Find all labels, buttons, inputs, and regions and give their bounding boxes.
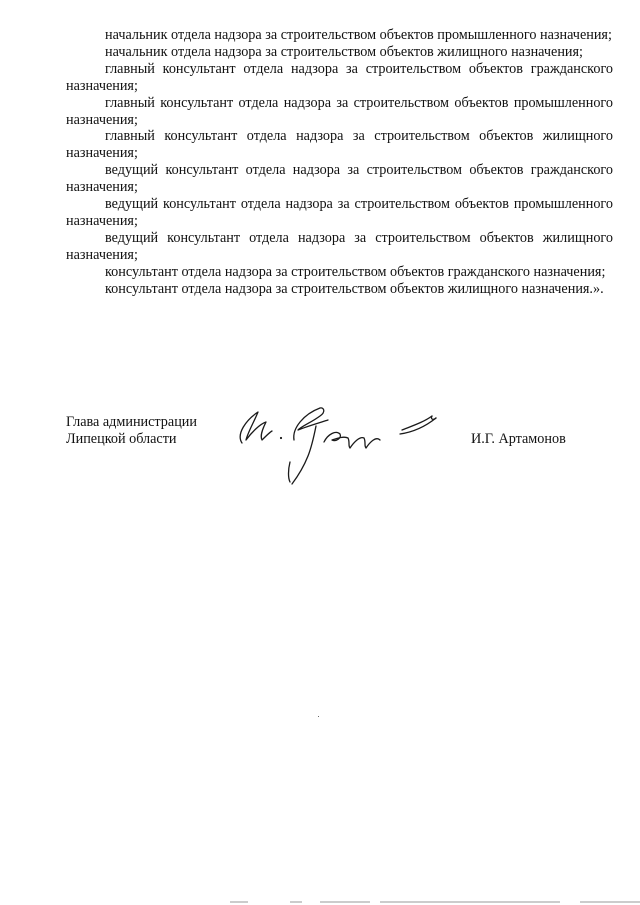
signatory-name: И.Г. Артамонов: [471, 431, 566, 447]
paragraph: консультант отдела надзора за строительством объектов жилищного назначения.».: [105, 280, 604, 297]
document-body: [66, 27, 613, 298]
signatory-title-line1: Глава администрации: [66, 414, 197, 430]
paragraph: начальник отдела надзора за строительством объектов промышленного назначения;: [105, 27, 612, 43]
paragraph: консультант отдела надзора за строительством объектов гражданского назначения;: [105, 263, 606, 280]
signatory-title: [66, 414, 197, 448]
paragraph: главный консультант отдела надзора за строительством объектов жилищного назначения;: [66, 128, 613, 162]
paragraph: главный консультант отдела надзора за строительством объектов гражданского назначения;: [66, 60, 613, 94]
paragraph: ведущий консультант отдела надзора за строительством объектов жилищного назначения;: [66, 229, 613, 263]
paragraph: ведущий консультант отдела надзора за строительством объектов гражданского назначения;: [66, 162, 613, 196]
scan-speck: [318, 716, 319, 717]
handwritten-signature: [232, 398, 442, 498]
paragraph: начальник отдела надзора за строительством объектов жилищного назначения;: [105, 43, 583, 60]
scan-edge-marks: [230, 901, 640, 903]
paragraph: ведущий консультант отдела надзора за строительством объектов промышленного назначения;: [66, 196, 613, 229]
paragraph: главный консультант отдела надзора за строительством объектов промышленного назначения;: [66, 94, 613, 128]
signatory-title-line2: Липецкой области: [66, 431, 177, 447]
